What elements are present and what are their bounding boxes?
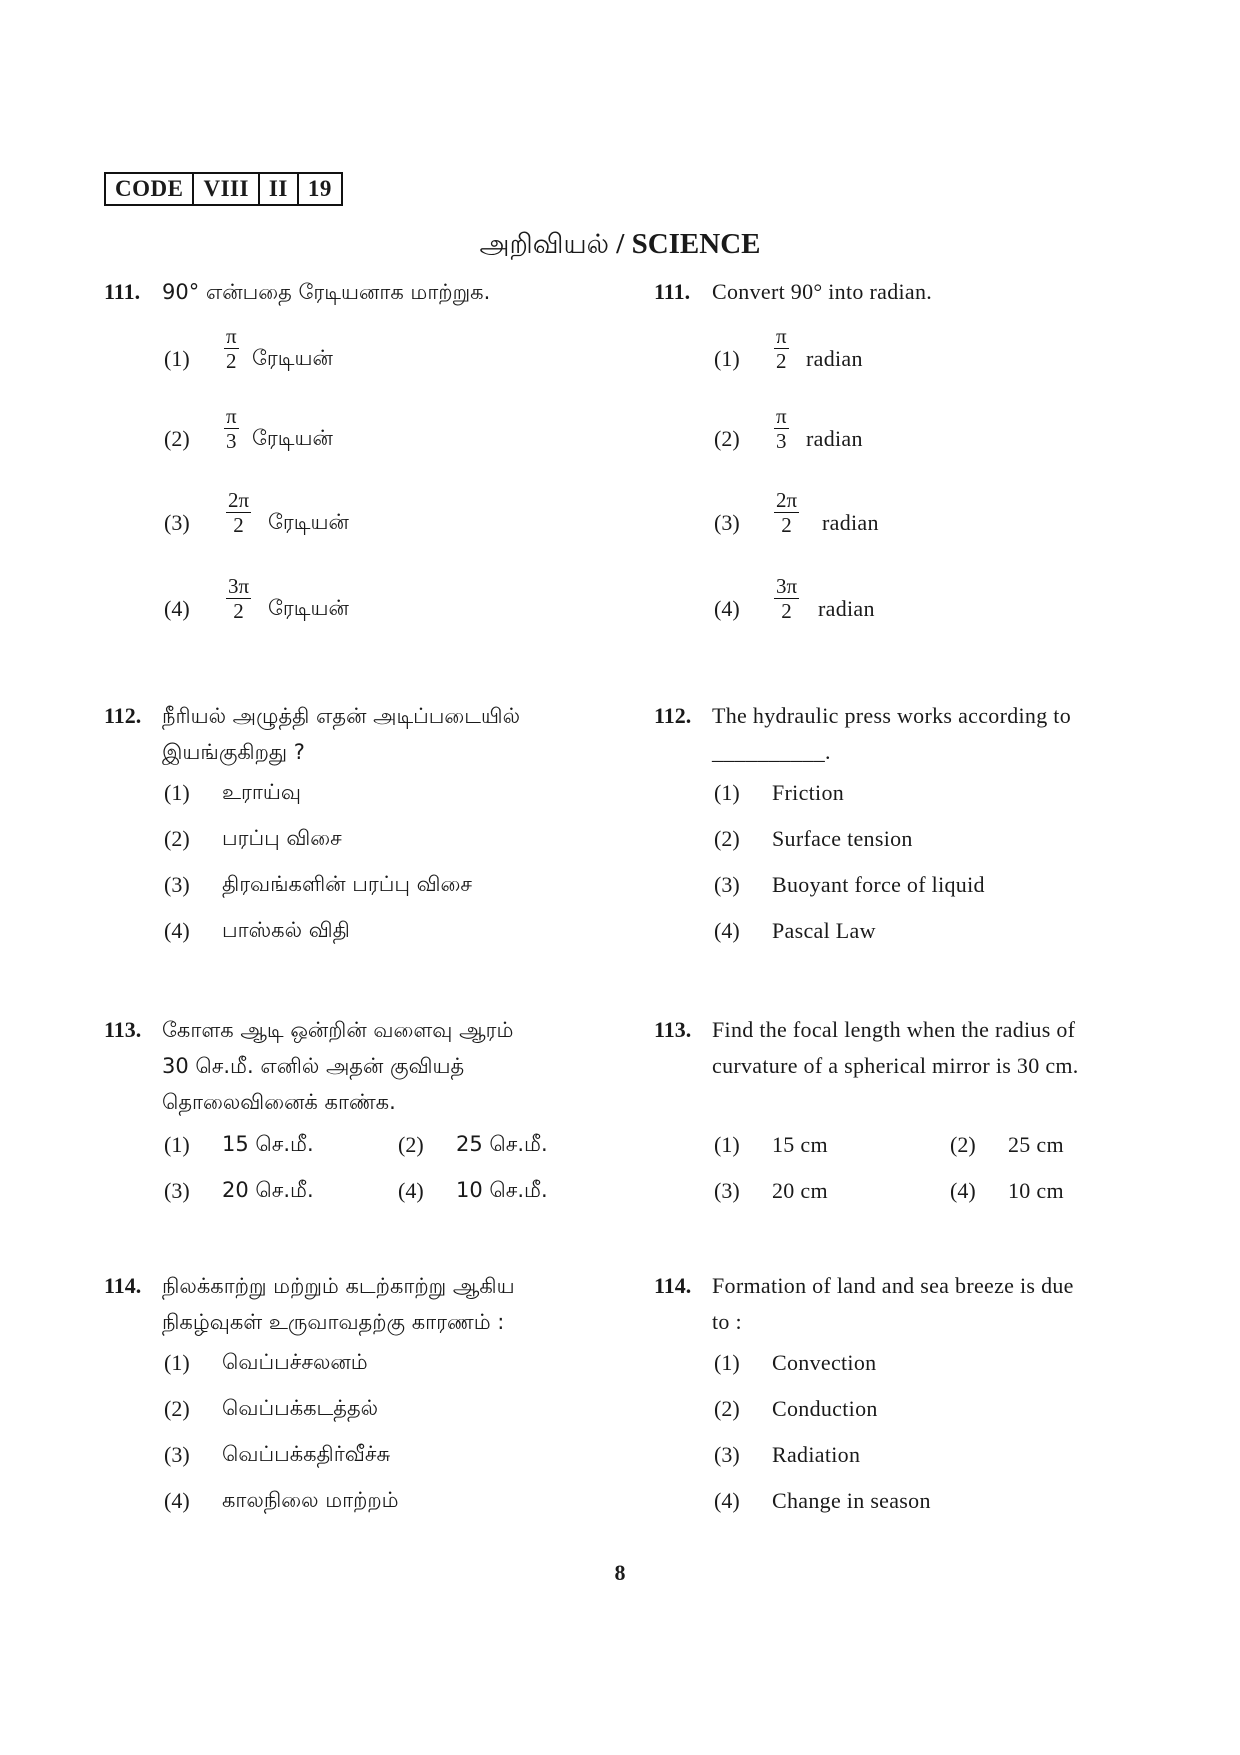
option-text: Surface tension xyxy=(772,826,913,851)
fraction xyxy=(224,324,239,373)
option-text: 20 செ.மீ. xyxy=(222,1178,314,1202)
question-number: 114. xyxy=(104,1273,142,1298)
code-label: CODE xyxy=(106,174,194,204)
option-text: காலநிலை மாற்றம் xyxy=(222,1488,399,1512)
fraction-denominator: 2 xyxy=(226,349,237,373)
question-text-line-1: நீரியல் அழுத்தி எதன் அடிப்படையில் xyxy=(162,704,520,728)
fraction xyxy=(774,574,799,623)
question-number: 113. xyxy=(104,1017,142,1042)
fraction-numerator: 2π xyxy=(776,488,798,512)
option-number: (3) xyxy=(164,872,190,897)
section-title-separator: / xyxy=(609,228,632,260)
section-title-tamil: அறிவியல் xyxy=(479,229,609,260)
fraction xyxy=(774,324,789,373)
option-text: Change in season xyxy=(772,1488,931,1513)
option-number: (4) xyxy=(164,918,190,943)
option-text: Convection xyxy=(772,1350,877,1375)
option-number: (1) xyxy=(714,346,740,371)
option-number: (1) xyxy=(714,1350,740,1375)
question-number: 114. xyxy=(654,1273,692,1298)
option-number: (3) xyxy=(164,1442,190,1467)
fraction-denominator: 2 xyxy=(781,513,792,537)
option-text: radian xyxy=(806,346,863,371)
option-number: (1) xyxy=(714,1132,740,1157)
option-text: Friction xyxy=(772,780,845,805)
fraction-numerator: π xyxy=(776,324,787,348)
option-number: (3) xyxy=(714,510,740,535)
fraction-denominator: 2 xyxy=(233,513,244,537)
fraction-numerator: 3π xyxy=(228,574,250,598)
fraction-denominator: 3 xyxy=(226,429,237,453)
option-number: (2) xyxy=(398,1132,424,1157)
question-text-line-1: Formation of land and sea breeze is due xyxy=(712,1273,1074,1298)
fraction xyxy=(774,488,799,537)
option-text: பரப்பு விசை xyxy=(222,826,342,850)
option-text: ரேடியன் xyxy=(252,426,333,450)
question-number: 112. xyxy=(654,703,692,728)
option-text: 10 செ.மீ. xyxy=(456,1178,548,1202)
code-part-1: VIII xyxy=(194,174,259,204)
question-text: 90° என்பதை ரேடியனாக மாற்றுக. xyxy=(162,280,491,304)
option-text: radian xyxy=(822,510,879,535)
question-text-line-2: __________. xyxy=(712,739,831,764)
question-text-line-2: இயங்குகிறது ? xyxy=(162,740,305,764)
option-text: 20 cm xyxy=(772,1178,828,1203)
fraction-numerator: 3π xyxy=(776,574,798,598)
option-number: (3) xyxy=(164,1178,190,1203)
question-text-line-1: நிலக்காற்று மற்றும் கடற்காற்று ஆகிய xyxy=(162,1274,515,1298)
option-text: திரவங்களின் பரப்பு விசை xyxy=(222,872,473,896)
fraction-denominator: 3 xyxy=(776,429,787,453)
question-text: Convert 90° into radian. xyxy=(712,279,933,304)
option-number: (3) xyxy=(164,510,190,535)
option-number: (2) xyxy=(714,826,740,851)
option-text: radian xyxy=(818,596,875,621)
question-number: 112. xyxy=(104,703,142,728)
option-number: (1) xyxy=(164,346,190,371)
question-number: 113. xyxy=(654,1017,692,1042)
code-part-2: II xyxy=(260,174,299,204)
option-number: (4) xyxy=(164,596,190,621)
option-text: Radiation xyxy=(772,1442,861,1467)
option-number: (1) xyxy=(164,1132,190,1157)
option-number: (4) xyxy=(714,596,740,621)
fraction xyxy=(224,404,239,453)
fraction xyxy=(226,488,251,537)
option-text: 25 செ.மீ. xyxy=(456,1132,548,1156)
option-text: வெப்பக்கதிர்வீச்சு xyxy=(222,1442,391,1466)
option-text: வெப்பக்கடத்தல் xyxy=(222,1396,379,1420)
option-number: (2) xyxy=(164,426,190,451)
question-text-line-2: to : xyxy=(712,1309,742,1334)
fraction-numerator: π xyxy=(226,404,237,428)
option-number: (2) xyxy=(164,1396,190,1421)
option-text: வெப்பச்சலனம் xyxy=(222,1350,368,1374)
option-text: பாஸ்கல் விதி xyxy=(222,918,350,942)
option-text: 15 cm xyxy=(772,1132,828,1157)
fraction xyxy=(774,404,789,453)
option-number: (4) xyxy=(398,1178,424,1203)
option-text: ரேடியன் xyxy=(268,510,349,534)
option-number: (1) xyxy=(164,1350,190,1375)
question-text-line-2: நிகழ்வுகள் உருவாவதற்கு காரணம் : xyxy=(162,1310,505,1334)
option-text: 10 cm xyxy=(1008,1178,1064,1203)
option-number: (2) xyxy=(950,1132,976,1157)
question-number: 111. xyxy=(104,279,141,304)
question-number: 111. xyxy=(654,279,691,304)
paper-code-box xyxy=(104,172,343,206)
option-number: (2) xyxy=(164,826,190,851)
option-text: radian xyxy=(806,426,863,451)
option-number: (4) xyxy=(950,1178,976,1203)
question-text-line-1: The hydraulic press works according to xyxy=(712,703,1072,728)
option-text: Buoyant force of liquid xyxy=(772,872,985,897)
option-text: ரேடியன் xyxy=(268,596,349,620)
option-number: (3) xyxy=(714,872,740,897)
option-text: உராய்வு xyxy=(222,780,301,804)
section-title-english: SCIENCE xyxy=(631,228,761,260)
option-text: ரேடியன் xyxy=(252,346,333,370)
question-text-line-1: கோளக ஆடி ஒன்றின் வளைவு ஆரம் xyxy=(162,1018,514,1042)
option-text: 15 செ.மீ. xyxy=(222,1132,314,1156)
fraction-denominator: 2 xyxy=(233,599,244,623)
option-number: (1) xyxy=(714,780,740,805)
option-number: (2) xyxy=(714,426,740,451)
option-number: (3) xyxy=(714,1442,740,1467)
page-number: 8 xyxy=(614,1560,626,1585)
fraction-numerator: 2π xyxy=(228,488,250,512)
option-number: (4) xyxy=(714,1488,740,1513)
question-text-line-2: curvature of a spherical mirror is 30 cm. xyxy=(712,1053,1079,1078)
question-text-line-2: 30 செ.மீ. எனில் அதன் குவியத் xyxy=(162,1054,465,1078)
option-number: (2) xyxy=(714,1396,740,1421)
option-text: Conduction xyxy=(772,1396,878,1421)
option-number: (4) xyxy=(714,918,740,943)
fraction xyxy=(226,574,251,623)
fraction-denominator: 2 xyxy=(781,599,792,623)
question-text-line-3: தொலைவினைக் காண்க. xyxy=(162,1090,396,1114)
fraction-denominator: 2 xyxy=(776,349,787,373)
code-part-3: 19 xyxy=(307,176,332,201)
fraction-numerator: π xyxy=(226,324,237,348)
option-number: (1) xyxy=(164,780,190,805)
question-text-line-1: Find the focal length when the radius of xyxy=(712,1017,1076,1042)
fraction-numerator: π xyxy=(776,404,787,428)
option-text: 25 cm xyxy=(1008,1132,1064,1157)
section-title xyxy=(0,228,1240,264)
option-number: (3) xyxy=(714,1178,740,1203)
option-text: Pascal Law xyxy=(772,918,876,943)
option-number: (4) xyxy=(164,1488,190,1513)
